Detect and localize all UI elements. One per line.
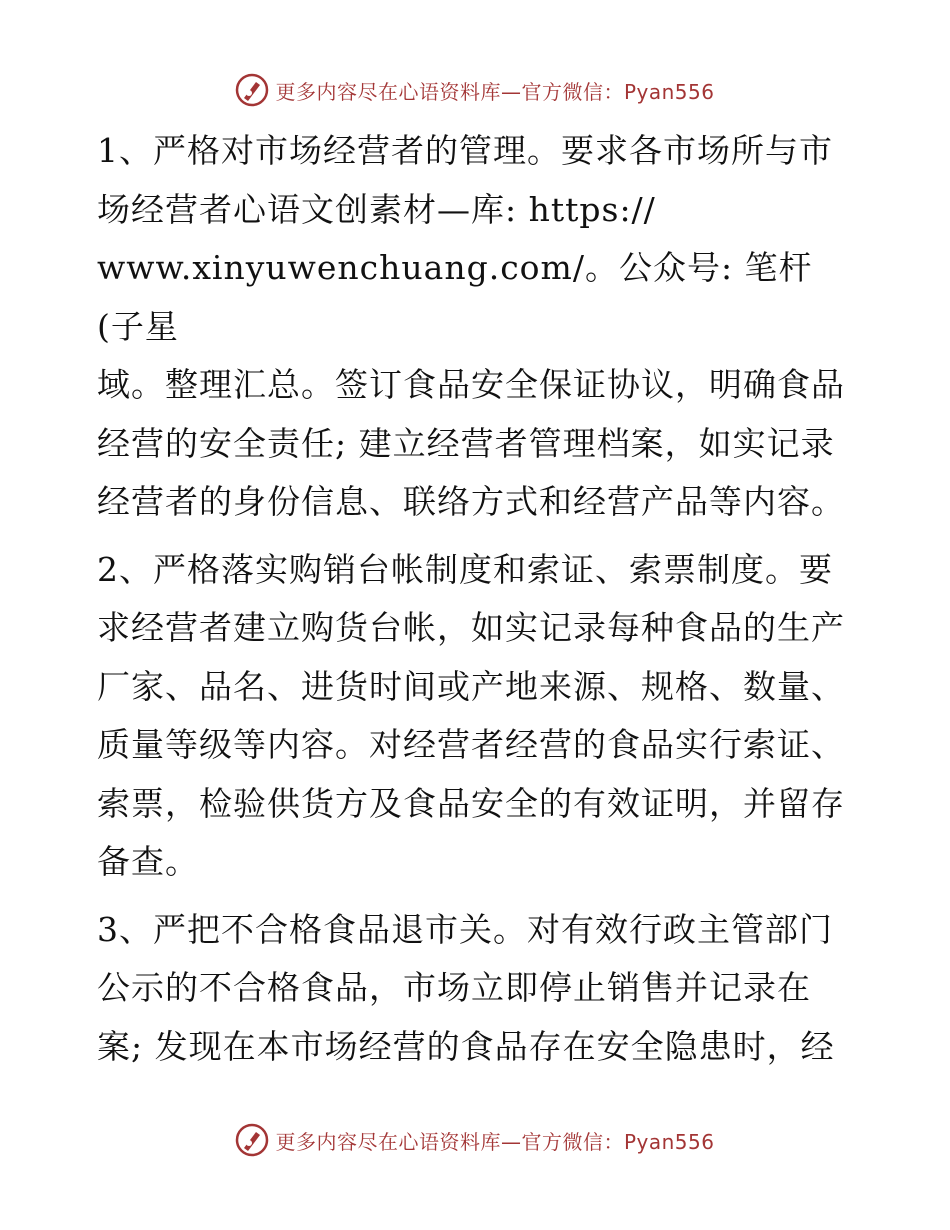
footer-banner [0,1120,950,1160]
header-banner-text: 更多内容尽在心语资料库—官方微信：Pyan556 [275,79,715,104]
header-banner-inner [235,73,714,107]
document-body [97,122,857,1085]
paragraph-2: 2、严格落实购销台帐制度和索证、索票制度。要 求经营者建立购货台帐，如实记录每种食品的生产 厂家、品名、进货时间或产地来源、规格、数量、 质量等级等内容。对经营者经营的食品实行索证、 索票，检验供货方及食品安全的有效证明，并留存 备查。 [97,549,845,881]
header-banner [0,70,950,110]
paragraph-1: 1、严格对市场经营者的管理。要求各市场所与市 场经营者心语文创素材—库: https:// www.xinyuwenchuang.com/。公众号: 笔杆 (子星 域。整理汇总。签订食品安全保证协议，明确食品 经营的安全责任; 建立经营者管理档案，如实记录 经营者的身份信息、联络方式和经营产品等内容。 [97,131,845,521]
paragraph-3: 3、严把不合格食品退市关。对有效行政主管部门 公示的不合格食品，市场立即停止销售并记录在 案; 发现在本市场经营的食品存在安全隐患时，经 [97,909,835,1066]
footer-banner-text: 更多内容尽在心语资料库—官方微信：Pyan556 [275,1129,715,1154]
pen-seal-icon [235,1123,269,1157]
footer-banner-inner [235,1123,714,1157]
pen-seal-icon [235,73,269,107]
